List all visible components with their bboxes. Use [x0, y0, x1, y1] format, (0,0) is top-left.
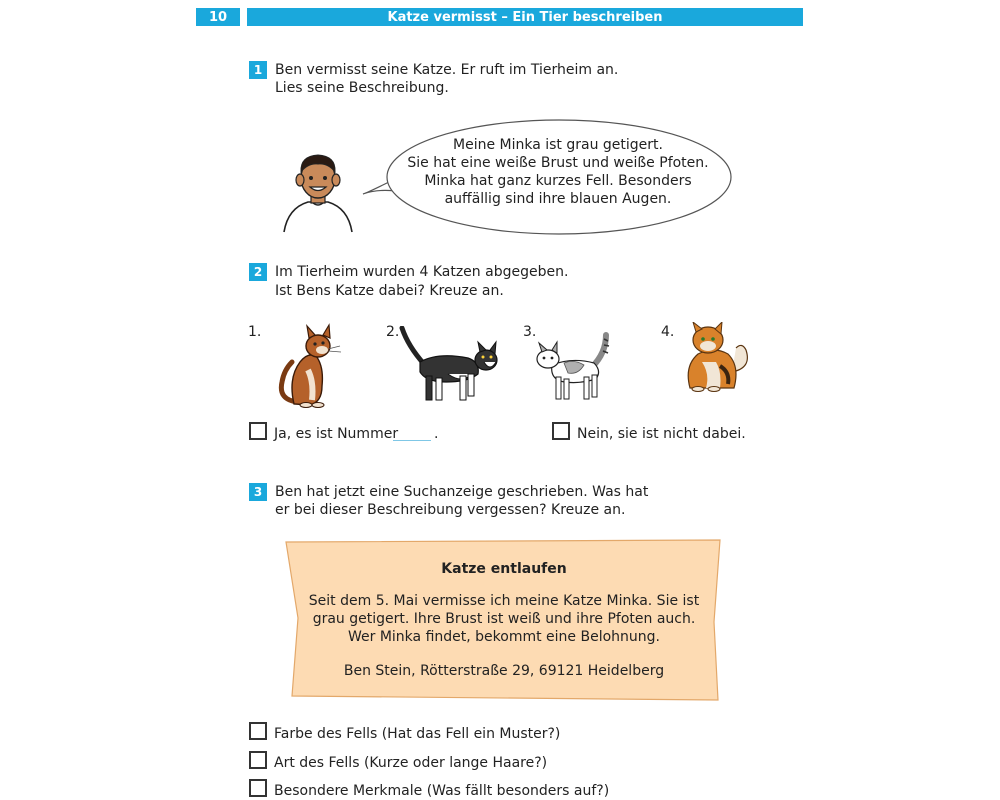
cat-1-image [270, 322, 344, 408]
task-1-instruction-line-1: Ben vermisst seine Katze. Er ruft im Tierheim an. [275, 62, 619, 78]
notice-body-line: Wer Minka findet, bekommt eine Belohnung. [348, 629, 660, 645]
option-fur-color-label: Farbe des Fells (Hat das Fell ein Muster?) [274, 726, 561, 742]
task-2-number: 2 [249, 263, 267, 281]
notice-address: Ben Stein, Rötterstraße 29, 69121 Heidelberg [343, 663, 665, 679]
option-fur-color-checkbox[interactable] [249, 722, 267, 740]
cat-3-label: 3. [523, 324, 537, 340]
option-no-label: Nein, sie ist nicht dabei. [577, 426, 746, 442]
speech-line: Meine Minka ist grau getigert. [453, 137, 663, 153]
task-1-instruction-line-2: Lies seine Beschreibung. [275, 80, 449, 96]
option-yes-checkbox[interactable] [249, 422, 267, 440]
option-fur-type-checkbox[interactable] [249, 751, 267, 769]
task-3-instruction-line-1: Ben hat jetzt eine Suchanzeige geschrieben. Was hat [275, 484, 649, 500]
cat-1-label: 1. [248, 324, 262, 340]
cat-3-image [532, 331, 618, 405]
notice-body-line: Seit dem 5. Mai vermisse ich meine Katze Minka. Sie ist [308, 593, 700, 609]
task-3-number: 3 [249, 483, 267, 501]
option-fur-type-label: Art des Fells (Kurze oder lange Haare?) [274, 755, 548, 771]
speech-line: Sie hat eine weiße Brust und weiße Pfoten. [407, 155, 709, 171]
option-yes-period: . [434, 426, 439, 442]
cat-2-label: 2. [386, 324, 400, 340]
option-yes-label: Ja, es ist Nummer [274, 426, 399, 442]
page-number: 10 [196, 8, 240, 26]
task-2-instruction-line-1: Im Tierheim wurden 4 Katzen abgegeben. [275, 264, 569, 280]
cat-2-image [398, 326, 504, 406]
option-special-features-checkbox[interactable] [249, 779, 267, 797]
speech-line: Minka hat ganz kurzes Fell. Besonders [424, 173, 692, 189]
task-3-instruction-line-2: er bei dieser Beschreibung vergessen? Kreuze an. [275, 502, 626, 518]
task-2-instruction-line-2: Ist Bens Katze dabei? Kreuze an. [275, 283, 504, 299]
speech-line: auffällig sind ihre blauen Augen. [444, 191, 672, 207]
notice-title: Katze entlaufen [441, 561, 567, 577]
speech-bubble-text [392, 136, 724, 208]
page-title: Katze vermisst – Ein Tier beschreiben [247, 8, 803, 26]
answer-number-blank[interactable] [393, 440, 431, 441]
option-no-checkbox[interactable] [552, 422, 570, 440]
notice-body-line: grau getigert. Ihre Brust ist weiß und ihre Pfoten auch. [312, 611, 696, 627]
missing-cat-notice [298, 560, 710, 680]
cat-4-label: 4. [661, 324, 675, 340]
task-1-number: 1 [249, 61, 267, 79]
option-special-features-label: Besondere Merkmale (Was fällt besonders auf?) [274, 783, 610, 799]
cat-4-image [680, 322, 752, 394]
boy-illustration [278, 150, 358, 234]
